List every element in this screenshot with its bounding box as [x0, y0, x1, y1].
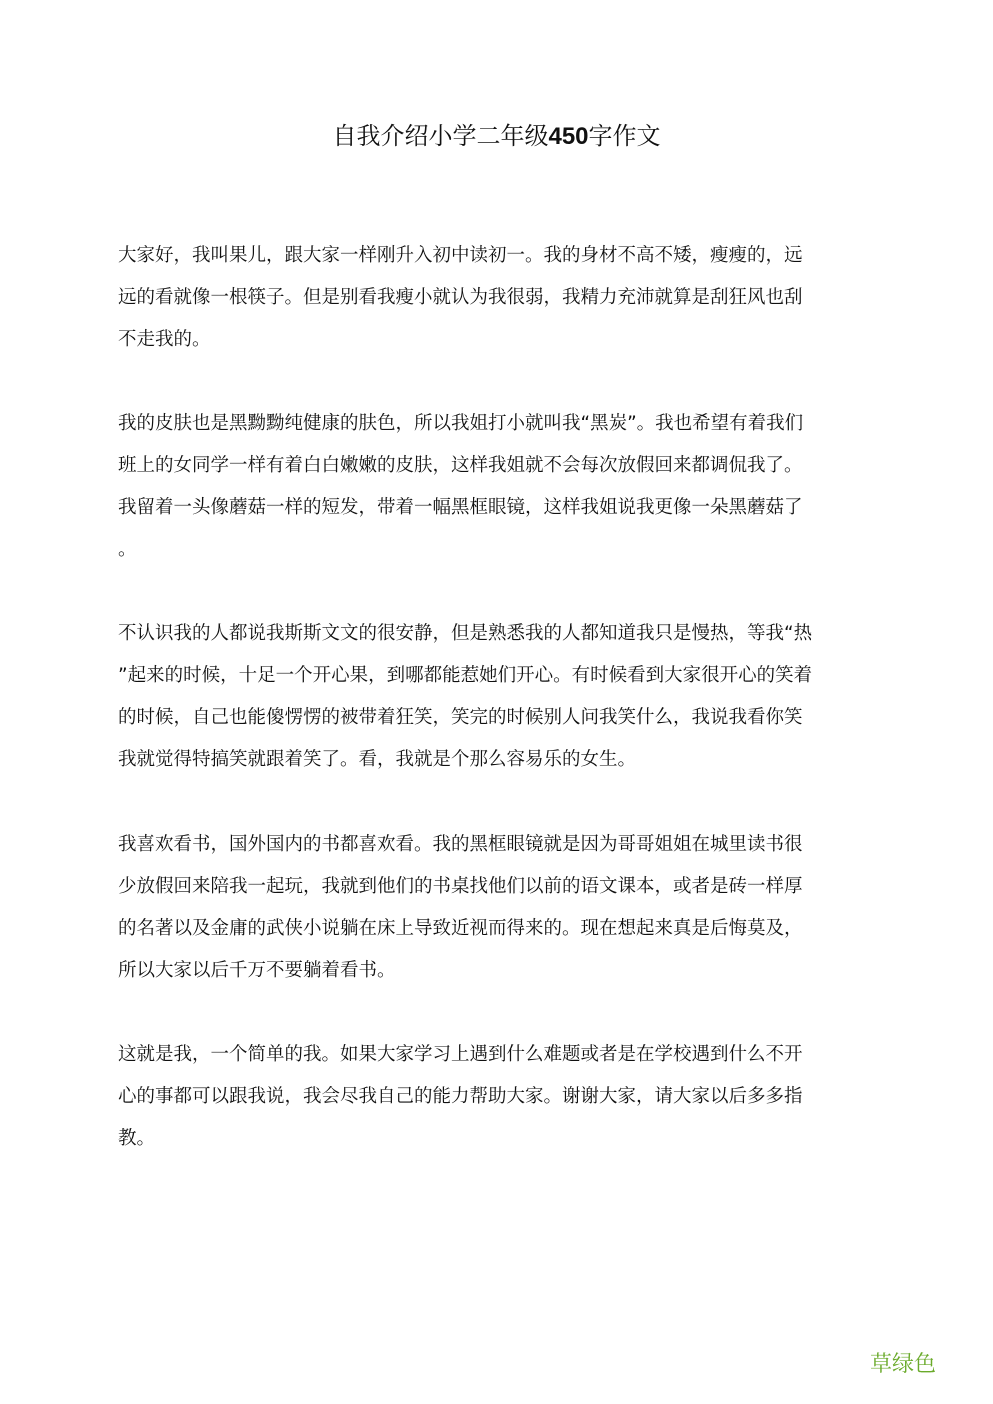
text-line: 我的皮肤也是黑黝黝纯健康的肤色，所以我姐打小就叫我“黑炭”。我也希望有着我们: [118, 413, 804, 434]
title-part-2: 450: [548, 123, 589, 150]
text-line: 这就是我，一个简单的我。如果大家学习上遇到什么难题或者是在学校遇到什么不开: [118, 1044, 803, 1065]
title-part-1: 自我介绍小学二年级: [332, 122, 549, 150]
text-line: 大家好，我叫果儿，跟大家一样刚升入初中读初一。我的身材不高不矮，瘦瘦的，远: [118, 245, 803, 266]
text-line: 的时候，自己也能傻愣愣的被带着狂笑，笑完的时候别人问我笑什么，我说我看你笑: [118, 707, 803, 728]
text-line: 心的事都可以跟我说，我会尽我自己的能力帮助大家。谢谢大家，请大家以后多多指: [118, 1086, 803, 1107]
text-line: 不走我的。: [118, 329, 211, 350]
paragraph-1: [118, 235, 878, 361]
text-line: 远的看就像一根筷子。但是别看我瘦小就认为我很弱，我精力充沛就算是刮狂风也刮: [118, 287, 803, 308]
text-line: 。: [118, 539, 137, 560]
paragraph-3: [118, 613, 878, 781]
paragraph-2: [118, 403, 878, 571]
text-line: 我留着一头像蘑菇一样的短发，带着一幅黑框眼镜，这样我姐说我更像一朵黑蘑菇了: [118, 497, 803, 518]
title-part-3: 字作文: [588, 122, 661, 150]
text-line: 的名著以及金庸的武侠小说躺在床上导致近视而得来的。现在想起来真是后悔莫及，: [118, 918, 803, 939]
document-title: [0, 118, 993, 155]
text-line: 我喜欢看书，国外国内的书都喜欢看。我的黑框眼镜就是因为哥哥姐姐在城里读书很: [118, 834, 803, 855]
text-line: 班上的女同学一样有着白白嫩嫩的皮肤，这样我姐就不会每次放假回来都调侃我了。: [118, 455, 803, 476]
text-line: 少放假回来陪我一起玩，我就到他们的书桌找他们以前的语文课本，或者是砖一样厚: [118, 876, 803, 897]
text-line: 教。: [118, 1128, 156, 1149]
text-line: 我就觉得特搞笑就跟着笑了。看，我就是个那么容易乐的女生。: [118, 749, 637, 770]
text-line: 所以大家以后千万不要躺着看书。: [118, 960, 396, 981]
paragraph-4: [118, 824, 878, 992]
text-line: ”起来的时候，十足一个开心果，到哪都能惹她们开心。有时候看到大家很开心的笑着: [118, 665, 813, 686]
watermark-label: 草绿色: [870, 1352, 937, 1377]
paragraph-5: [118, 1034, 878, 1160]
text-line: 不认识我的人都说我斯斯文文的很安静，但是熟悉我的人都知道我只是慢热，等我“热: [118, 623, 813, 644]
